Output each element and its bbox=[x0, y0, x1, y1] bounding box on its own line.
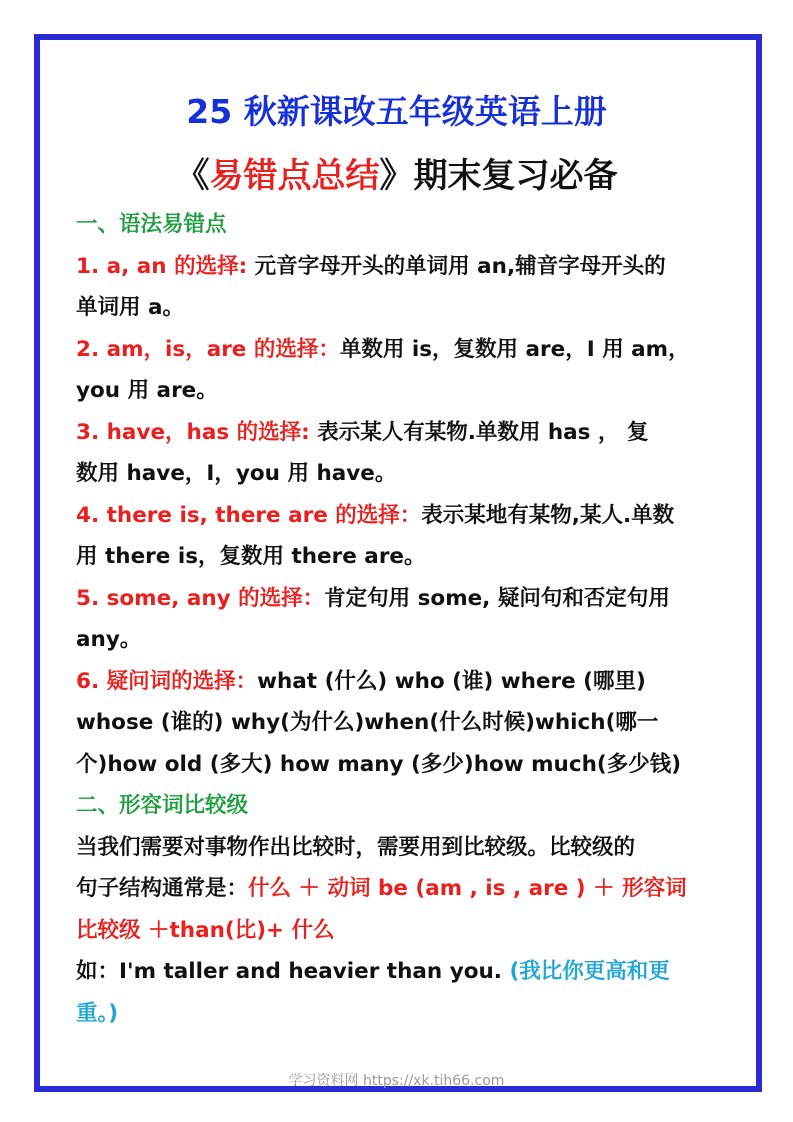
rule-6-label: 6. 疑问词的选择： bbox=[76, 668, 258, 694]
page-subtitle bbox=[0, 148, 793, 197]
rule-2-text: 单数用 is，复数用 are，I 用 am， bbox=[339, 336, 690, 362]
rule-6-line-2: whose (谁的) why(为什么)when(什么时候)which(哪一 bbox=[76, 710, 659, 735]
watermark-footer: 学习资料网 https://xk.tih66.com bbox=[288, 1073, 505, 1089]
rule-6-text: what (什么) who (谁) where (哪里) bbox=[257, 668, 646, 694]
rule-2-line-1 bbox=[76, 329, 724, 371]
rule-5-line-1 bbox=[76, 578, 724, 620]
example-sentence: 如：I'm taller and heavier than you. bbox=[76, 959, 510, 984]
compare-structure-intro: 句子结构通常是： bbox=[76, 876, 249, 901]
section-heading-grammar: 一、语法易错点 bbox=[76, 212, 227, 237]
rule-3-line-2: 数用 have，I，you 用 have。 bbox=[76, 461, 397, 486]
rule-4-line-1 bbox=[76, 495, 724, 537]
rule-3-label: 3. have，has 的选择: bbox=[76, 419, 310, 445]
compare-line-1: 当我们需要对事物作出比较时，需要用到比较级。比较级的 bbox=[76, 834, 636, 860]
example-translation: (我比你更高和更 bbox=[509, 959, 670, 984]
rule-1-label: 1. a, an 的选择: bbox=[76, 253, 248, 279]
rule-4-text: 表示某地有某物,某人.单数 bbox=[421, 502, 675, 528]
subtitle-open: 《 bbox=[175, 156, 210, 196]
rule-5-line-2: any。 bbox=[76, 627, 142, 652]
rule-6-line-1 bbox=[76, 661, 724, 703]
compare-line-3: 比较级 ＋than(比)+ 什么 bbox=[76, 917, 335, 943]
rule-4-label: 4. there is, there are 的选择： bbox=[76, 502, 422, 528]
rule-1-line-2: 单词用 a。 bbox=[76, 295, 184, 320]
rule-2-line-2: you 用 are。 bbox=[76, 378, 218, 403]
subtitle-highlight: 易错点总结 bbox=[209, 156, 380, 196]
example-line-1 bbox=[76, 951, 724, 993]
example-line-2: 重。) bbox=[76, 1000, 119, 1026]
rule-6-line-3: 个)how old (多大) how many (多少)how much(多少钱) bbox=[76, 751, 682, 777]
rule-1-line-1 bbox=[76, 246, 724, 288]
section-heading-comparative: 二、形容词比较级 bbox=[76, 793, 249, 818]
rule-5-label: 5. some, any 的选择： bbox=[76, 585, 325, 611]
document-body bbox=[76, 204, 724, 1034]
page-title: 25 秋新课改五年级英语上册 bbox=[186, 92, 607, 131]
compare-line-2 bbox=[76, 868, 724, 910]
rule-5-text: 肯定句用 some, 疑问句和否定句用 bbox=[324, 585, 670, 611]
rule-3-line-1 bbox=[76, 412, 724, 454]
rule-1-text: 元音字母开头的单词用 an,辅音字母开头的 bbox=[247, 253, 666, 279]
rule-3-text: 表示某人有某物.单数用 has ， 复 bbox=[309, 419, 649, 445]
rule-2-label: 2. am，is，are 的选择： bbox=[76, 336, 340, 362]
rule-4-line-2: 用 there is，复数用 there are。 bbox=[76, 544, 426, 569]
subtitle-close: 》期末复习必备 bbox=[379, 156, 618, 196]
compare-structure-formula: 什么 ＋ 动词 be (am , is , are ) ＋ 形容词 bbox=[248, 876, 687, 901]
